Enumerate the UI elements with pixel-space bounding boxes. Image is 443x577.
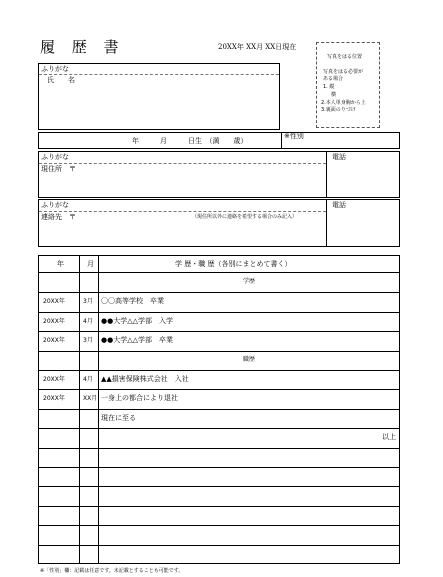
photo-box-line: 2.本人単身胸から上 [321, 100, 366, 106]
history-row [39, 449, 399, 468]
history-year: 20XX年 [43, 376, 65, 383]
furigana-divider [39, 163, 326, 164]
contact-note: （現住所以外に連絡を希望する場合のみ記入） [192, 214, 298, 220]
history-row [39, 526, 399, 545]
history-table [38, 255, 400, 564]
history-content: ▲▲損害保険株式会社 入社 [101, 375, 189, 383]
name-furigana-label: ふりがな [41, 65, 69, 73]
date-label: 20XX年 XX月 XX日現在 [218, 43, 297, 51]
history-content: ●●大学△△学部 入学 [101, 316, 173, 325]
phone-divider [326, 151, 327, 198]
photo-box-line: 横 [331, 92, 337, 98]
history-month: 4月 [83, 376, 93, 383]
photo-box-line: ある場合 [323, 76, 344, 82]
phone-divider [326, 199, 327, 247]
history-row [39, 313, 399, 332]
history-content: 現在に至る [101, 413, 136, 422]
history-row [39, 293, 399, 312]
birth-row [38, 132, 400, 149]
furigana-divider [39, 74, 279, 75]
history-content: 一身上の都合により退社 [101, 394, 178, 403]
history-row [39, 410, 399, 429]
contact-block [38, 199, 400, 247]
history-row [39, 274, 399, 293]
history-content: 以上 [382, 433, 396, 442]
photo-box-line: 写真をはる必要が [323, 69, 364, 75]
history-month: XX月 [83, 395, 98, 403]
furigana-divider [39, 211, 326, 212]
gender-divider [281, 132, 282, 149]
gender-label: ※性別 [284, 132, 304, 140]
address-furigana-label: ふりがな [41, 153, 69, 161]
history-year: 20XX年 [43, 298, 65, 306]
address-label: 現住所 〒 [41, 165, 76, 173]
photo-box-line: 1. 縦 [323, 84, 335, 90]
address-block [38, 151, 400, 198]
history-year: 20XX年 [43, 337, 65, 345]
history-content: ●●大学△△学部 卒業 [101, 336, 173, 345]
history-content: 学歴 [242, 278, 255, 285]
col-month-header: 月 [87, 260, 94, 268]
name-block [38, 63, 280, 130]
photo-box-line: 3.裏面のりづけ [321, 107, 356, 113]
history-row [39, 507, 399, 526]
contact-phone-label: 電話 [332, 201, 346, 209]
history-row [39, 371, 399, 390]
photo-box [316, 42, 380, 128]
history-year: 20XX年 [43, 317, 65, 325]
history-year: 20XX年 [43, 395, 65, 403]
history-row [39, 352, 399, 371]
name-label: 氏 名 [47, 76, 75, 84]
history-month: 4月 [83, 317, 93, 325]
col-content-header: 学 歴・職 歴（各別にまとめて書く） [175, 260, 292, 268]
footnote: ※「性別」欄：記載は任意です。未記載とすることも可能です。 [40, 568, 184, 574]
birth-label: 年 月 日生 （満 歳） [132, 137, 248, 145]
history-row [39, 429, 399, 448]
contact-furigana-label: ふりがな [41, 201, 69, 209]
history-month: 3月 [83, 337, 93, 345]
history-row [39, 546, 399, 565]
history-month: 3月 [83, 298, 93, 306]
contact-label: 連絡先 〒 [41, 213, 76, 221]
col-year-header: 年 [57, 260, 64, 268]
history-content: 〇〇高等学校 卒業 [101, 297, 164, 306]
history-row [39, 390, 399, 409]
address-phone-label: 電話 [332, 153, 346, 161]
history-content: 職歴 [242, 355, 255, 363]
document-title: 履 歴 書 [40, 38, 125, 56]
history-row [39, 468, 399, 487]
history-row [39, 487, 399, 506]
photo-box-title: 写真をはる位置 [327, 54, 363, 60]
history-header-row [39, 256, 399, 273]
history-row [39, 332, 399, 351]
